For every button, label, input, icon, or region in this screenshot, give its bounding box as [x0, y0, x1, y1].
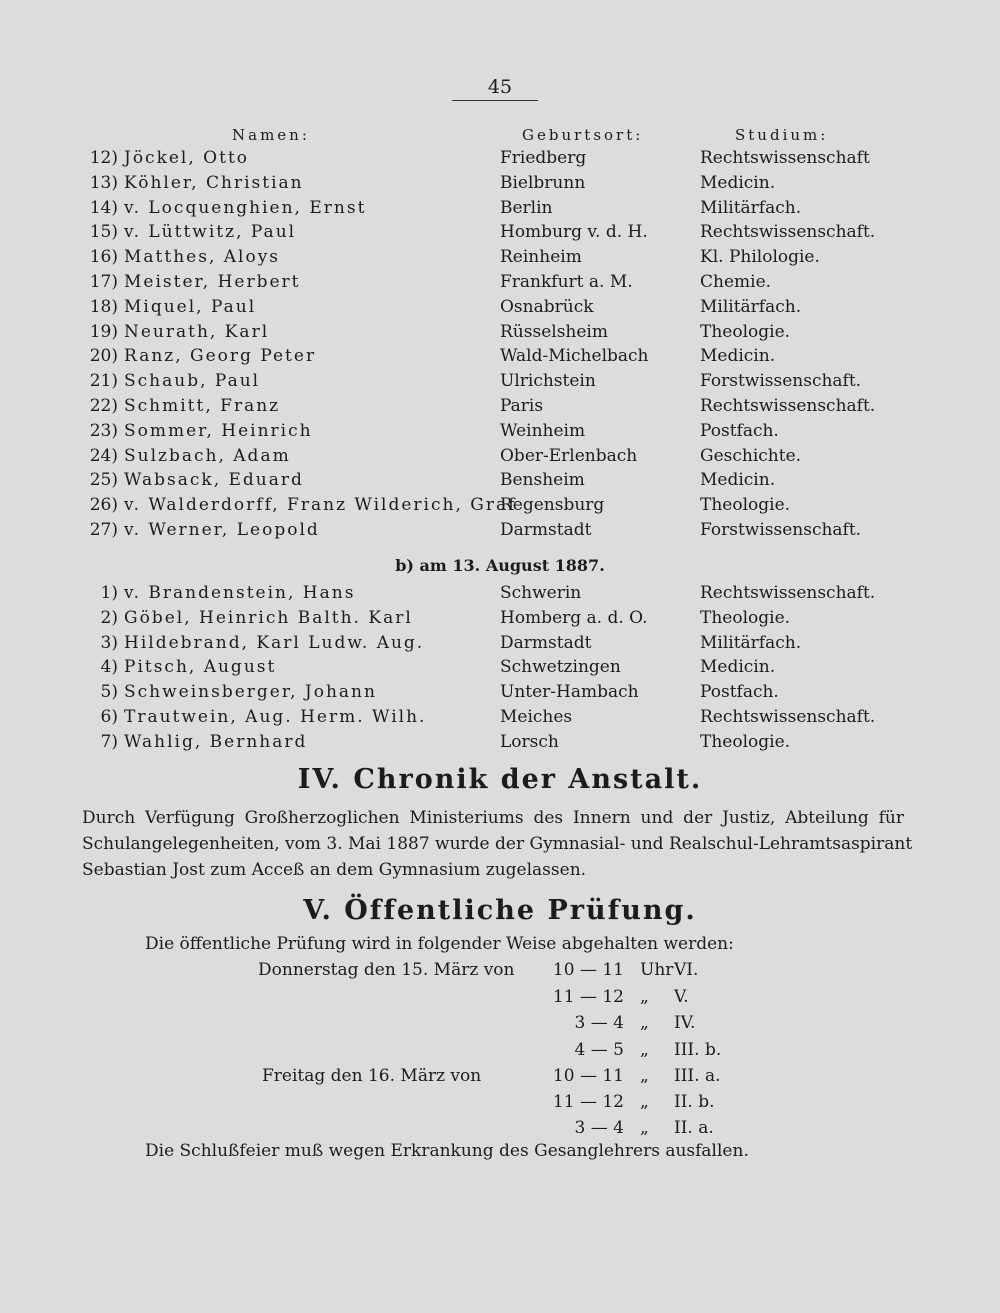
section-4-line-1: Durch Verfügung Großherzoglichen Ministeriums des Innern und der Justiz, Abteilung für — [82, 808, 904, 828]
student-birthplace: Unter-Hambach — [500, 682, 639, 703]
student-number: 16) — [89, 247, 118, 268]
student-number: 12) — [89, 148, 118, 168]
student-birthplace: Paris — [500, 396, 544, 416]
student-birthplace: Schwerin — [500, 583, 582, 603]
exam-day-2: Freitag den 16. März von — [262, 1066, 482, 1086]
exam-day-1: Donnerstag den 15. März von — [258, 960, 515, 980]
student-row — [0, 247, 1000, 272]
student-name: v. Walderdorff, Franz Wilderich, Graf — [124, 495, 517, 516]
student-birthplace: Bielbrunn — [500, 172, 586, 193]
student-row — [0, 520, 1000, 545]
student-study: Medicin. — [700, 657, 776, 678]
student-study: Postfach. — [700, 682, 779, 703]
exam-intro: Die öffentliche Prüfung wird in folgender Weise abgehalten werden: — [145, 934, 734, 954]
student-number: 24) — [89, 445, 118, 466]
student-number: 21) — [89, 371, 118, 392]
student-row — [0, 707, 1000, 732]
student-birthplace: Bensheim — [500, 470, 585, 491]
student-number: 19) — [89, 321, 118, 342]
student-birthplace: Homburg v. d. H. — [500, 222, 648, 243]
student-study: Rechtswissenschaft. — [700, 583, 876, 603]
student-number: 20) — [89, 346, 118, 367]
student-name: Ranz, Georg Peter — [124, 346, 317, 367]
exam-class: VI. — [674, 960, 699, 980]
student-number: 1) — [100, 583, 118, 603]
student-birthplace: Reinheim — [500, 247, 582, 268]
student-study: Theologie. — [700, 495, 791, 516]
student-name: Sommer, Heinrich — [124, 420, 313, 441]
student-name: v. Lüttwitz, Paul — [124, 222, 297, 243]
student-row — [0, 633, 1000, 658]
student-row — [0, 608, 1000, 633]
student-study: Rechtswissenschaft. — [700, 222, 876, 243]
exam-hour-mark: „ — [640, 987, 649, 1007]
student-row — [0, 732, 1000, 757]
student-birthplace: Friedberg — [500, 148, 587, 168]
student-study: Medicin. — [700, 346, 776, 367]
exam-class: II. b. — [674, 1092, 715, 1112]
student-birthplace: Homberg a. d. O. — [500, 607, 648, 628]
student-study: Rechtswissenschaft — [700, 148, 870, 168]
student-number: 6) — [100, 707, 118, 727]
student-row — [0, 222, 1000, 247]
student-birthplace: Rüsselsheim — [500, 321, 608, 342]
student-name: Göbel, Heinrich Balth. Karl — [124, 607, 413, 628]
student-name: v. Locquenghien, Ernst — [124, 197, 367, 218]
exam-class: IV. — [674, 1013, 696, 1033]
student-name: Pitsch, August — [124, 657, 277, 678]
exam-time: 3 — 4 — [574, 1013, 624, 1033]
student-birthplace: Darmstadt — [500, 520, 592, 540]
student-row — [0, 346, 1000, 371]
student-birthplace: Regensburg — [500, 495, 605, 516]
header-name: Namen: — [232, 126, 310, 144]
exam-hour-mark: „ — [640, 1092, 649, 1112]
header-study: Studium: — [735, 126, 829, 144]
student-study: Rechtswissenschaft. — [700, 707, 876, 727]
student-name: Schweinsberger, Johann — [124, 682, 377, 703]
student-number: 27) — [89, 520, 118, 540]
header-birthplace: Geburtsort: — [522, 126, 644, 144]
student-study: Theologie. — [700, 607, 791, 628]
student-study: Geschichte. — [700, 445, 802, 466]
student-row — [0, 682, 1000, 707]
student-row — [0, 583, 1000, 608]
student-row — [0, 446, 1000, 471]
student-row — [0, 421, 1000, 446]
student-number: 15) — [89, 222, 118, 243]
exam-time: 10 — 11 — [552, 960, 624, 980]
student-row — [0, 272, 1000, 297]
subheading-b: b) am 13. August 1887. — [395, 556, 605, 575]
exam-hour-mark: „ — [640, 1013, 649, 1033]
exam-time: 3 — 4 — [574, 1118, 624, 1138]
student-study: Forstwissenschaft. — [700, 371, 862, 392]
exam-time: 10 — 11 — [552, 1066, 624, 1086]
exam-time: 4 — 5 — [574, 1040, 624, 1060]
student-birthplace: Schwetzingen — [500, 657, 621, 678]
exam-class: III. a. — [674, 1066, 721, 1086]
student-name: v. Werner, Leopold — [124, 520, 320, 540]
section-5-title: V. Öffentliche Prüfung. — [303, 895, 697, 926]
student-name: Sulzbach, Adam — [124, 445, 291, 466]
student-name: Wahlig, Bernhard — [124, 731, 308, 752]
student-row — [0, 198, 1000, 223]
closing-line: Die Schlußfeier muß wegen Erkrankung des Gesanglehrers ausfallen. — [145, 1141, 749, 1161]
student-row — [0, 173, 1000, 198]
student-name: Schmitt, Franz — [124, 396, 281, 416]
student-row — [0, 371, 1000, 396]
student-number: 25) — [89, 470, 118, 491]
student-study: Forstwissenschaft. — [700, 520, 862, 540]
student-birthplace: Darmstadt — [500, 632, 592, 653]
exam-time: 11 — 12 — [552, 1092, 624, 1112]
exam-class: V. — [674, 987, 689, 1007]
student-name: Miquel, Paul — [124, 296, 257, 317]
exam-class: III. b. — [674, 1040, 722, 1060]
exam-hour-mark: Uhr — [640, 960, 674, 980]
section-4-title: IV. Chronik der Anstalt. — [297, 764, 703, 795]
student-row — [0, 148, 1000, 173]
student-number: 14) — [89, 197, 118, 218]
section-4-line-3: Sebastian Jost zum Acceß an dem Gymnasium zugelassen. — [82, 860, 587, 880]
exam-hour-mark: „ — [640, 1040, 649, 1060]
student-name: Schaub, Paul — [124, 371, 261, 392]
student-birthplace: Frankfurt a. M. — [500, 272, 633, 292]
student-birthplace: Meiches — [500, 707, 573, 727]
student-name: Köhler, Christian — [124, 172, 304, 193]
student-row — [0, 396, 1000, 421]
student-birthplace: Osnabrück — [500, 296, 594, 317]
student-row — [0, 657, 1000, 682]
student-number: 7) — [100, 731, 118, 752]
student-name: Neurath, Karl — [124, 321, 270, 342]
student-birthplace: Ulrichstein — [500, 371, 596, 392]
student-row — [0, 297, 1000, 322]
student-birthplace: Ober-Erlenbach — [500, 445, 638, 466]
student-number: 23) — [89, 420, 118, 441]
student-birthplace: Berlin — [500, 197, 553, 218]
page-number: 45 — [487, 76, 513, 98]
student-study: Medicin. — [700, 470, 776, 491]
student-study: Militärfach. — [700, 197, 802, 218]
student-number: 2) — [100, 607, 118, 628]
student-number: 22) — [89, 396, 118, 416]
student-study: Militärfach. — [700, 296, 802, 317]
student-name: Wabsack, Eduard — [124, 470, 304, 491]
exam-time: 11 — 12 — [552, 987, 624, 1007]
student-study: Rechtswissenschaft. — [700, 396, 876, 416]
student-name: Meister, Herbert — [124, 272, 301, 292]
exam-hour-mark: „ — [640, 1118, 649, 1138]
student-name: Trautwein, Aug. Herm. Wilh. — [124, 707, 427, 727]
student-number: 26) — [89, 495, 118, 516]
student-birthplace: Weinheim — [500, 420, 586, 441]
student-number: 4) — [100, 657, 118, 678]
student-row — [0, 495, 1000, 520]
student-number: 13) — [89, 172, 118, 193]
student-study: Kl. Philologie. — [700, 247, 820, 268]
section-4-line-2: Schulangelegenheiten, vom 3. Mai 1887 wurde der Gymnasial- und Realschul-Lehramtsaspirant — [82, 834, 913, 854]
student-number: 18) — [89, 296, 118, 317]
student-study: Chemie. — [700, 272, 772, 292]
student-row — [0, 470, 1000, 495]
student-name: Hildebrand, Karl Ludw. Aug. — [124, 632, 425, 653]
page-number-rule — [452, 100, 538, 101]
student-study: Postfach. — [700, 420, 779, 441]
student-study: Militärfach. — [700, 632, 802, 653]
student-study: Theologie. — [700, 731, 791, 752]
student-number: 3) — [100, 632, 118, 653]
exam-hour-mark: „ — [640, 1066, 649, 1086]
student-number: 17) — [89, 272, 118, 292]
student-name: v. Brandenstein, Hans — [124, 583, 356, 603]
student-number: 5) — [100, 682, 118, 703]
student-study: Medicin. — [700, 172, 776, 193]
student-birthplace: Wald-Michelbach — [500, 346, 649, 367]
student-row — [0, 322, 1000, 347]
exam-class: II. a. — [674, 1118, 714, 1138]
student-name: Jöckel, Otto — [124, 148, 250, 168]
student-name: Matthes, Aloys — [124, 247, 281, 268]
student-study: Theologie. — [700, 321, 791, 342]
student-birthplace: Lorsch — [500, 731, 559, 752]
